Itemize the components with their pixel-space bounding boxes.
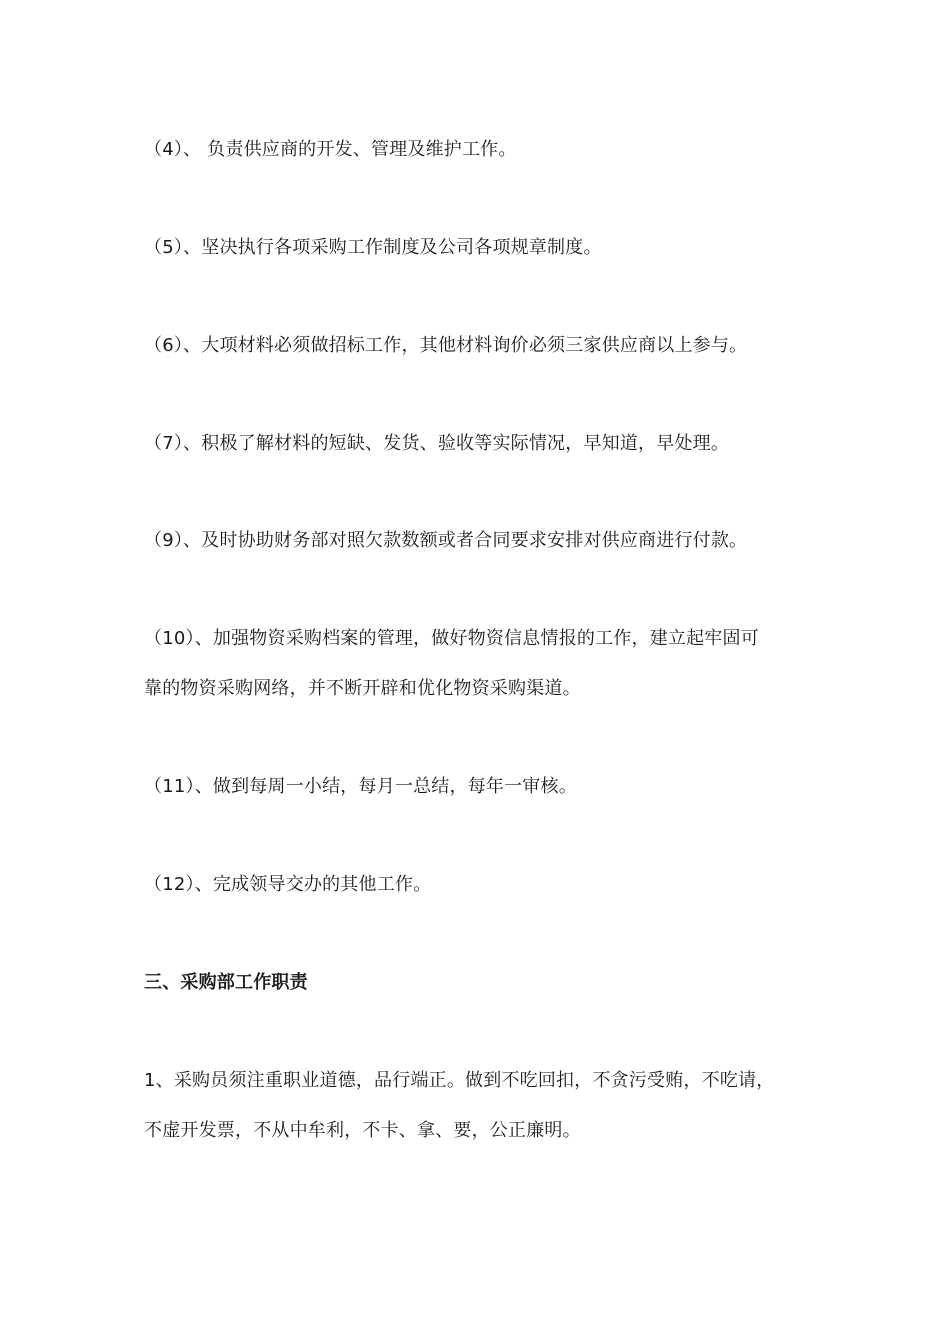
duty-item-4: （4）、 负责供应商的开发、管理及维护工作。 <box>144 139 517 160</box>
duty-item-9: （9）、及时协助财务部对照欠款数额或者合同要求安排对供应商进行付款。 <box>144 530 748 551</box>
section-paragraph-line-2: 不虚开发票，不从中牟利，不卡、拿、要，公正廉明。 <box>144 1120 581 1141</box>
section-heading: 三、采购部工作职责 <box>144 972 308 993</box>
duty-item-6: （6）、大项材料必须做招标工作，其他材料询价必须三家供应商以上参与。 <box>144 335 748 356</box>
duty-item-12: （12）、完成领导交办的其他工作。 <box>144 874 432 895</box>
duty-item-11: （11）、做到每周一小结，每月一总结，每年一审核。 <box>144 776 577 797</box>
duty-item-10-line-1: （10）、加强物资采购档案的管理，做好物资信息情报的工作，建立起牢固可 <box>144 628 759 649</box>
duty-item-7: （7）、积极了解材料的短缺、发货、验收等实际情况，早知道，早处理。 <box>144 433 730 454</box>
section-paragraph-line-1: 1、采购员须注重职业道德，品行端正。做到不吃回扣，不贪污受贿，不吃请， <box>144 1070 775 1091</box>
duty-item-10-line-2: 靠的物资采购网络，并不断开辟和优化物资采购渠道。 <box>144 678 581 699</box>
duty-item-5: （5）、坚决执行各项采购工作制度及公司各项规章制度。 <box>144 237 602 258</box>
